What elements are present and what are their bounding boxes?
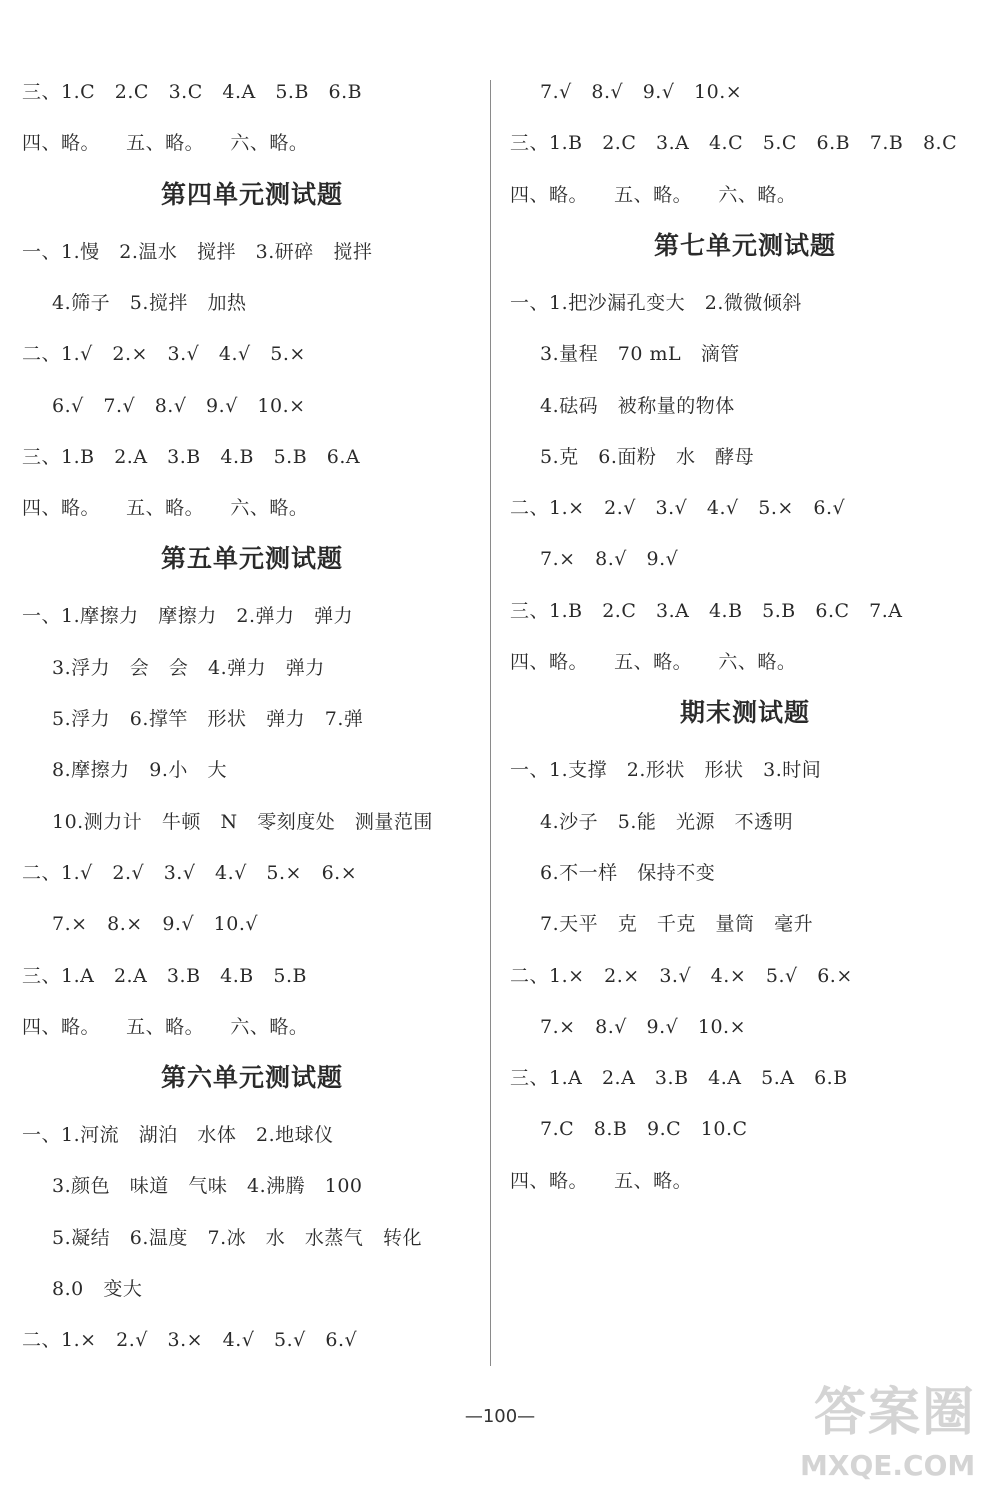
watermark-logo: 答案圈 (814, 1383, 977, 1443)
section-heading: 第六单元测试题 (160, 1063, 343, 1093)
answer-line: 四、略。 五、略。 六、略。 (510, 651, 797, 673)
watermark (800, 1378, 990, 1488)
answer-line: 5.浮力 6.撑竿 形状 弹力 7.弹 (52, 708, 364, 730)
answer-line: 四、略。 五、略。 六、略。 (510, 183, 797, 206)
section-heading: 第七单元测试题 (653, 230, 836, 260)
answer-line: 6.√ 7.√ 8.√ 9.√ 10.× (52, 394, 306, 417)
answer-line: 5.凝结 6.温度 7.冰 水 水蒸气 转化 (52, 1226, 422, 1249)
answer-line: 6.不一样 保持不变 (540, 861, 716, 884)
answer-line: 7.× 8.× 9.√ 10.√ (52, 913, 259, 936)
answer-line: 4.沙子 5.能 光源 不透明 (540, 810, 794, 833)
answer-line: 7.× 8.√ 9.√ 10.× (540, 1015, 747, 1038)
answer-line: 二、1.× 2.√ 3.√ 4.√ 5.× 6.√ (510, 497, 846, 520)
answer-line: 一、1.河流 湖泊 水体 2.地球仪 (22, 1124, 334, 1147)
answer-line: 二、1.√ 2.√ 3.√ 4.√ 5.× 6.× (22, 861, 358, 884)
answer-line: 5.克 6.面粉 水 酵母 (540, 445, 755, 468)
answer-line: 四、略。 五、略。 六、略。 (22, 132, 309, 155)
answer-line: 4.筛子 5.搅拌 加热 (52, 291, 247, 314)
answer-line: 三、1.A 2.A 3.B 4.A 5.A 6.B (510, 1067, 848, 1090)
answer-line: 4.砝码 被称量的物体 (540, 394, 735, 417)
section-heading: 第四单元测试题 (160, 179, 343, 209)
section-heading: 第五单元测试题 (160, 544, 343, 574)
answer-line: 7.× 8.√ 9.√ (540, 548, 679, 571)
answer-line: 二、1.× 2.√ 3.× 4.√ 5.√ 6.√ (22, 1329, 358, 1352)
answer-line: 三、1.C 2.C 3.C 4.A 5.B 6.B (22, 81, 363, 103)
answer-line: 二、1.× 2.× 3.√ 4.× 5.√ 6.× (510, 964, 853, 987)
answer-line: 8.摩擦力 9.小 大 (52, 759, 227, 782)
answer-line: 一、1.把沙漏孔变大 2.微微倾斜 (510, 291, 802, 314)
answer-line: 一、1.慢 2.温水 搅拌 3.研碎 搅拌 (22, 240, 373, 263)
answer-line: 二、1.√ 2.× 3.√ 4.√ 5.× (22, 343, 306, 366)
answer-line: 3.量程 70 mL 滴管 (540, 343, 740, 366)
answer-line: 四、略。 五、略。 六、略。 (22, 497, 309, 520)
answer-line: 三、1.B 2.C 3.A 4.C 5.C 6.B 7.B 8.C (510, 132, 958, 155)
answer-line: 三、1.B 2.A 3.B 4.B 5.B 6.A (22, 445, 361, 468)
section-heading: 期末测试题 (679, 698, 810, 728)
answer-line: 一、1.摩擦力 摩擦力 2.弹力 弹力 (22, 605, 354, 628)
column-divider (490, 80, 491, 1366)
answer-line: 3.颜色 味道 气味 4.沸腾 100 (52, 1175, 363, 1198)
answer-line: 一、1.支撑 2.形状 形状 3.时间 (510, 759, 822, 782)
answer-line: 10.测力计 牛顿 N 零刻度处 测量范围 (52, 810, 433, 833)
answer-line: 7.C 8.B 9.C 10.C (540, 1118, 748, 1141)
answer-line: 7.√ 8.√ 9.√ 10.× (540, 81, 743, 103)
answer-line: 四、略。 五、略。 (510, 1169, 693, 1192)
answer-line: 8.0 变大 (52, 1278, 143, 1300)
answer-line: 3.浮力 会 会 4.弹力 弹力 (52, 656, 325, 679)
answer-line: 四、略。 五、略。 六、略。 (22, 1015, 309, 1038)
watermark-url: MXQE.COM (800, 1449, 976, 1482)
answer-line: 7.天平 克 千克 量筒 毫升 (540, 913, 814, 936)
answer-line: 三、1.A 2.A 3.B 4.B 5.B (22, 964, 307, 987)
answer-line: 三、1.B 2.C 3.A 4.B 5.B 6.C 7.A (510, 599, 903, 622)
page-number: —100— (464, 1406, 536, 1427)
